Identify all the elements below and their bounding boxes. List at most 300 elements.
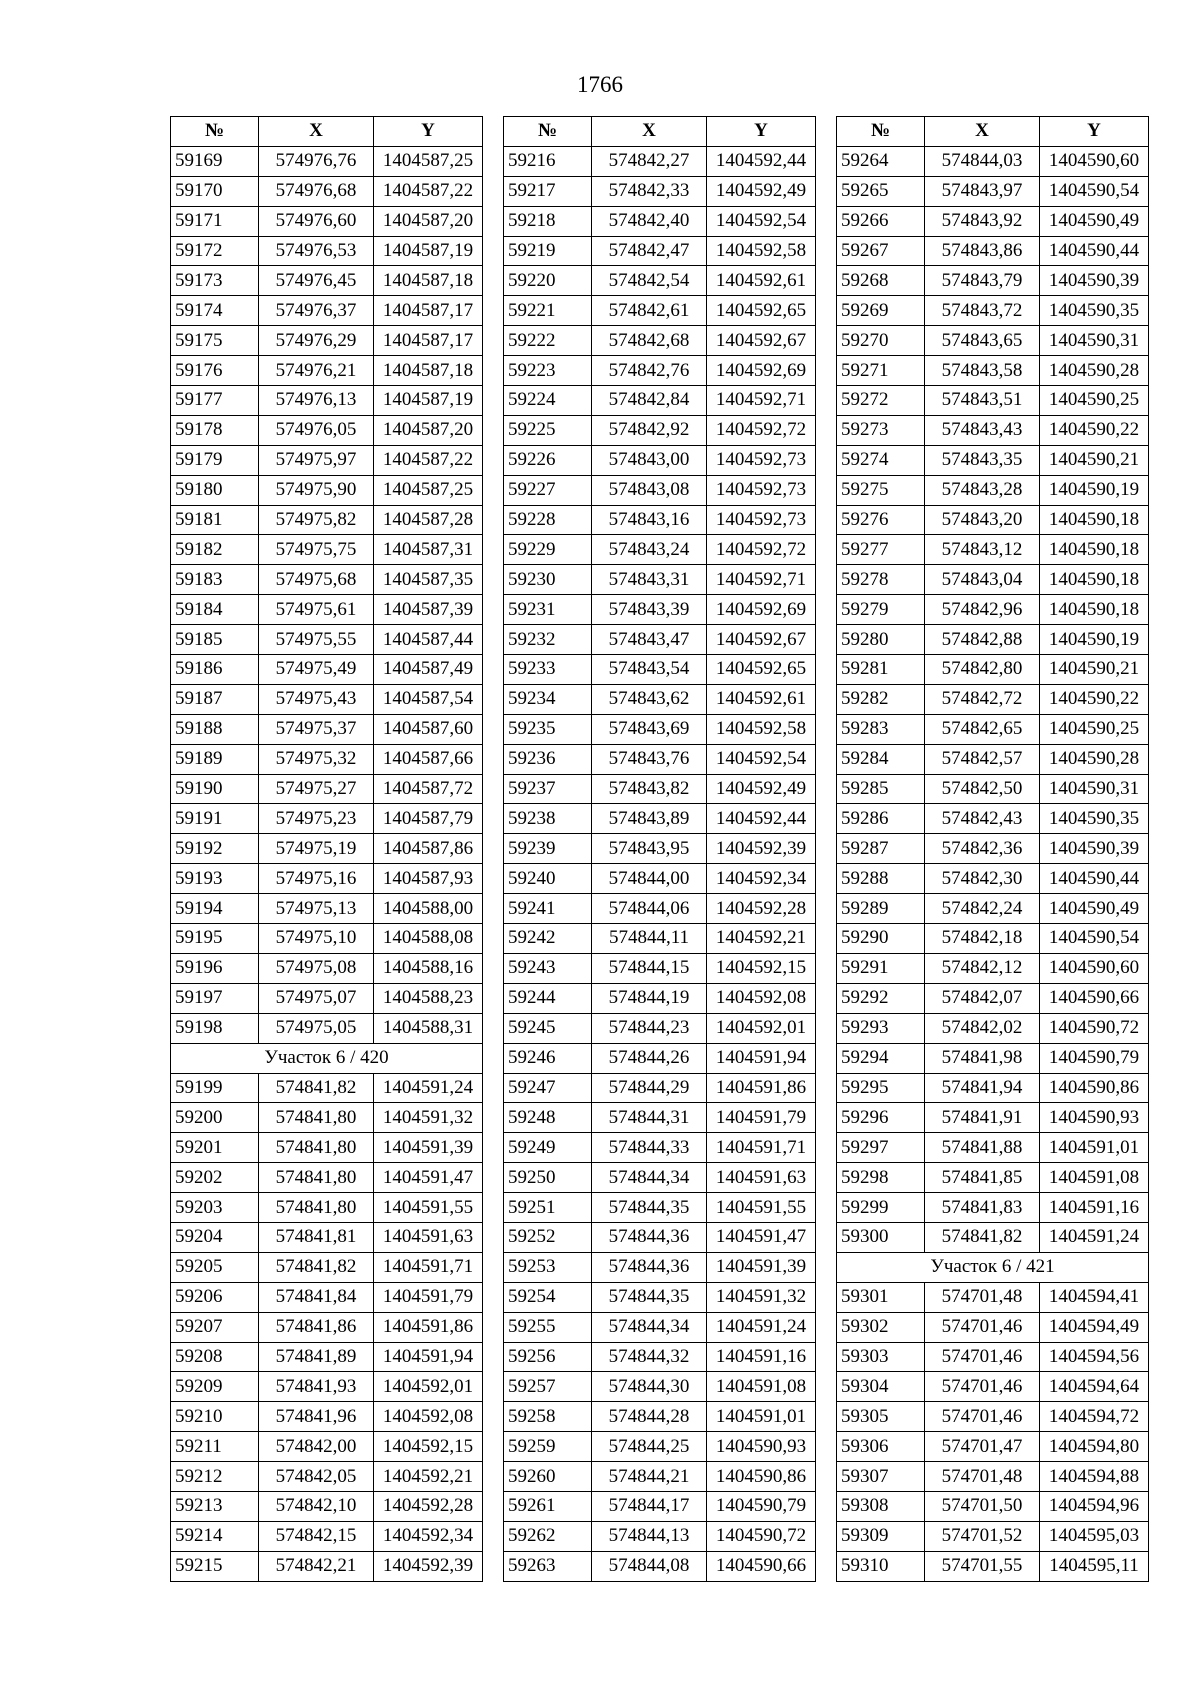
table-row	[171, 1551, 483, 1581]
x-coordinate-cell: 574844,00	[592, 864, 707, 894]
table-row	[837, 894, 1149, 924]
y-coordinate-cell: 1404590,49	[1040, 206, 1149, 236]
x-coordinate-cell: 574701,48	[925, 1462, 1040, 1492]
point-number-cell: 59227	[504, 475, 592, 505]
point-number-cell: 59295	[837, 1073, 925, 1103]
point-number-cell: 59278	[837, 565, 925, 595]
y-coordinate-cell: 1404592,44	[707, 146, 816, 176]
y-coordinate-cell: 1404590,19	[1040, 625, 1149, 655]
x-coordinate-cell: 574841,80	[259, 1193, 374, 1223]
x-coordinate-cell: 574841,81	[259, 1222, 374, 1252]
y-coordinate-cell: 1404590,22	[1040, 415, 1149, 445]
x-coordinate-cell: 574975,68	[259, 565, 374, 595]
y-coordinate-cell: 1404587,86	[374, 834, 483, 864]
y-coordinate-cell: 1404591,47	[374, 1163, 483, 1193]
x-coordinate-cell: 574842,43	[925, 804, 1040, 834]
point-number-cell: 59216	[504, 146, 592, 176]
x-coordinate-cell: 574701,46	[925, 1342, 1040, 1372]
point-number-cell: 59231	[504, 595, 592, 625]
table-row	[837, 595, 1149, 625]
x-coordinate-cell: 574975,27	[259, 774, 374, 804]
y-coordinate-cell: 1404594,72	[1040, 1402, 1149, 1432]
x-coordinate-cell: 574975,61	[259, 595, 374, 625]
point-number-cell: 59301	[837, 1282, 925, 1312]
y-coordinate-cell: 1404591,86	[374, 1312, 483, 1342]
x-coordinate-cell: 574841,80	[259, 1133, 374, 1163]
table-row	[171, 266, 483, 296]
x-coordinate-cell: 574842,80	[925, 655, 1040, 685]
table-row	[504, 834, 816, 864]
y-coordinate-cell: 1404587,19	[374, 236, 483, 266]
point-number-cell: 59298	[837, 1163, 925, 1193]
point-number-cell: 59267	[837, 236, 925, 266]
table-row	[837, 1193, 1149, 1223]
table-row	[504, 1462, 816, 1492]
table-row	[837, 714, 1149, 744]
x-coordinate-cell: 574975,23	[259, 804, 374, 834]
point-number-cell: 59279	[837, 595, 925, 625]
x-coordinate-cell: 574843,08	[592, 475, 707, 505]
x-coordinate-cell: 574844,31	[592, 1103, 707, 1133]
table-row	[504, 326, 816, 356]
point-number-cell: 59299	[837, 1193, 925, 1223]
point-number-cell: 59235	[504, 714, 592, 744]
table-row	[504, 1073, 816, 1103]
x-coordinate-cell: 574844,19	[592, 983, 707, 1013]
x-coordinate-cell: 574842,21	[259, 1551, 374, 1581]
x-coordinate-cell: 574841,85	[925, 1163, 1040, 1193]
table-row	[837, 1282, 1149, 1312]
table-row	[171, 894, 483, 924]
y-coordinate-cell: 1404591,71	[707, 1133, 816, 1163]
table-row	[504, 714, 816, 744]
point-number-cell: 59211	[171, 1432, 259, 1462]
y-coordinate-cell: 1404590,66	[707, 1551, 816, 1581]
table-row	[837, 1402, 1149, 1432]
table-row	[171, 415, 483, 445]
column-header-number: №	[504, 117, 592, 147]
y-coordinate-cell: 1404590,35	[1040, 296, 1149, 326]
table-row	[837, 1462, 1149, 1492]
y-coordinate-cell: 1404591,16	[707, 1342, 816, 1372]
x-coordinate-cell: 574844,03	[925, 146, 1040, 176]
table-header-row	[504, 117, 816, 147]
y-coordinate-cell: 1404590,86	[707, 1462, 816, 1492]
table-row	[504, 356, 816, 386]
y-coordinate-cell: 1404587,22	[374, 176, 483, 206]
point-number-cell: 59194	[171, 894, 259, 924]
x-coordinate-cell: 574842,84	[592, 386, 707, 416]
x-coordinate-cell: 574842,54	[592, 266, 707, 296]
x-coordinate-cell: 574842,05	[259, 1462, 374, 1492]
table-row	[171, 1073, 483, 1103]
y-coordinate-cell: 1404592,08	[374, 1402, 483, 1432]
x-coordinate-cell: 574844,11	[592, 924, 707, 954]
x-coordinate-cell: 574843,79	[925, 266, 1040, 296]
x-coordinate-cell: 574844,26	[592, 1043, 707, 1073]
table-row	[171, 1163, 483, 1193]
table-row	[504, 445, 816, 475]
point-number-cell: 59236	[504, 744, 592, 774]
table-row	[171, 1521, 483, 1551]
point-number-cell: 59233	[504, 655, 592, 685]
point-number-cell: 59296	[837, 1103, 925, 1133]
y-coordinate-cell: 1404590,18	[1040, 565, 1149, 595]
point-number-cell: 59190	[171, 774, 259, 804]
x-coordinate-cell: 574842,30	[925, 864, 1040, 894]
x-coordinate-cell: 574701,48	[925, 1282, 1040, 1312]
x-coordinate-cell: 574841,91	[925, 1103, 1040, 1133]
y-coordinate-cell: 1404592,15	[707, 953, 816, 983]
point-number-cell: 59221	[504, 296, 592, 326]
table-header-row	[171, 117, 483, 147]
y-coordinate-cell: 1404594,96	[1040, 1491, 1149, 1521]
table-row	[171, 326, 483, 356]
point-number-cell: 59197	[171, 983, 259, 1013]
x-coordinate-cell: 574701,52	[925, 1521, 1040, 1551]
table-row	[837, 326, 1149, 356]
y-coordinate-cell: 1404592,73	[707, 445, 816, 475]
table-row	[837, 953, 1149, 983]
y-coordinate-cell: 1404588,08	[374, 924, 483, 954]
y-coordinate-cell: 1404587,44	[374, 625, 483, 655]
x-coordinate-cell: 574976,05	[259, 415, 374, 445]
table-row	[504, 206, 816, 236]
point-number-cell: 59292	[837, 983, 925, 1013]
y-coordinate-cell: 1404591,79	[707, 1103, 816, 1133]
y-coordinate-cell: 1404591,24	[374, 1073, 483, 1103]
y-coordinate-cell: 1404591,01	[1040, 1133, 1149, 1163]
y-coordinate-cell: 1404590,86	[1040, 1073, 1149, 1103]
point-number-cell: 59185	[171, 625, 259, 655]
x-coordinate-cell: 574841,88	[925, 1133, 1040, 1163]
y-coordinate-cell: 1404591,32	[707, 1282, 816, 1312]
point-number-cell: 59285	[837, 774, 925, 804]
y-coordinate-cell: 1404587,72	[374, 774, 483, 804]
y-coordinate-cell: 1404591,47	[707, 1222, 816, 1252]
y-coordinate-cell: 1404587,31	[374, 535, 483, 565]
x-coordinate-cell: 574841,82	[259, 1073, 374, 1103]
y-coordinate-cell: 1404591,63	[707, 1163, 816, 1193]
x-coordinate-cell: 574844,21	[592, 1462, 707, 1492]
x-coordinate-cell: 574842,12	[925, 953, 1040, 983]
x-coordinate-cell: 574842,33	[592, 176, 707, 206]
table-row	[837, 1432, 1149, 1462]
point-number-cell: 59209	[171, 1372, 259, 1402]
point-number-cell: 59218	[504, 206, 592, 236]
table-row	[837, 1521, 1149, 1551]
table-row	[837, 505, 1149, 535]
y-coordinate-cell: 1404595,11	[1040, 1551, 1149, 1581]
point-number-cell: 59274	[837, 445, 925, 475]
x-coordinate-cell: 574842,10	[259, 1491, 374, 1521]
coordinates-table-3	[836, 116, 1149, 1582]
x-coordinate-cell: 574975,82	[259, 505, 374, 535]
y-coordinate-cell: 1404592,49	[707, 774, 816, 804]
table-row	[504, 1282, 816, 1312]
table-row	[171, 356, 483, 386]
y-coordinate-cell: 1404590,18	[1040, 595, 1149, 625]
y-coordinate-cell: 1404587,35	[374, 565, 483, 595]
point-number-cell: 59261	[504, 1491, 592, 1521]
y-coordinate-cell: 1404590,39	[1040, 834, 1149, 864]
x-coordinate-cell: 574844,08	[592, 1551, 707, 1581]
point-number-cell: 59248	[504, 1103, 592, 1133]
y-coordinate-cell: 1404590,21	[1040, 445, 1149, 475]
table-row	[837, 1103, 1149, 1133]
x-coordinate-cell: 574975,16	[259, 864, 374, 894]
y-coordinate-cell: 1404592,65	[707, 296, 816, 326]
point-number-cell: 59199	[171, 1073, 259, 1103]
point-number-cell: 59203	[171, 1193, 259, 1223]
y-coordinate-cell: 1404591,71	[374, 1252, 483, 1282]
y-coordinate-cell: 1404590,93	[707, 1432, 816, 1462]
table-row	[837, 386, 1149, 416]
x-coordinate-cell: 574844,06	[592, 894, 707, 924]
y-coordinate-cell: 1404591,39	[707, 1252, 816, 1282]
point-number-cell: 59283	[837, 714, 925, 744]
column-header-x: X	[592, 117, 707, 147]
x-coordinate-cell: 574843,20	[925, 505, 1040, 535]
point-number-cell: 59196	[171, 953, 259, 983]
x-coordinate-cell: 574843,28	[925, 475, 1040, 505]
point-number-cell: 59202	[171, 1163, 259, 1193]
table-row	[171, 1103, 483, 1133]
x-coordinate-cell: 574975,32	[259, 744, 374, 774]
table-row	[171, 1372, 483, 1402]
table-row	[504, 236, 816, 266]
y-coordinate-cell: 1404590,79	[707, 1491, 816, 1521]
point-number-cell: 59266	[837, 206, 925, 236]
x-coordinate-cell: 574844,36	[592, 1222, 707, 1252]
table-row	[171, 924, 483, 954]
section-row	[837, 1252, 1149, 1282]
x-coordinate-cell: 574843,65	[925, 326, 1040, 356]
x-coordinate-cell: 574841,83	[925, 1193, 1040, 1223]
point-number-cell: 59188	[171, 714, 259, 744]
table-row	[504, 1222, 816, 1252]
y-coordinate-cell: 1404590,72	[1040, 1013, 1149, 1043]
x-coordinate-cell: 574843,82	[592, 774, 707, 804]
y-coordinate-cell: 1404590,72	[707, 1521, 816, 1551]
y-coordinate-cell: 1404592,34	[707, 864, 816, 894]
point-number-cell: 59191	[171, 804, 259, 834]
table-row	[504, 386, 816, 416]
point-number-cell: 59195	[171, 924, 259, 954]
x-coordinate-cell: 574843,69	[592, 714, 707, 744]
point-number-cell: 59249	[504, 1133, 592, 1163]
section-label: Участок 6 / 420	[171, 1043, 483, 1073]
table-row	[837, 206, 1149, 236]
y-coordinate-cell: 1404587,60	[374, 714, 483, 744]
y-coordinate-cell: 1404594,56	[1040, 1342, 1149, 1372]
table-row	[504, 774, 816, 804]
table-row	[837, 535, 1149, 565]
point-number-cell: 59276	[837, 505, 925, 535]
point-number-cell: 59173	[171, 266, 259, 296]
column-header-y: Y	[374, 117, 483, 147]
point-number-cell: 59245	[504, 1013, 592, 1043]
point-number-cell: 59309	[837, 1521, 925, 1551]
table-row	[504, 1312, 816, 1342]
x-coordinate-cell: 574843,76	[592, 744, 707, 774]
table-row	[837, 565, 1149, 595]
y-coordinate-cell: 1404587,17	[374, 326, 483, 356]
x-coordinate-cell: 574842,61	[592, 296, 707, 326]
table-row	[504, 475, 816, 505]
y-coordinate-cell: 1404587,25	[374, 146, 483, 176]
table-row	[171, 296, 483, 326]
table-row	[504, 924, 816, 954]
y-coordinate-cell: 1404595,03	[1040, 1521, 1149, 1551]
x-coordinate-cell: 574975,97	[259, 445, 374, 475]
point-number-cell: 59310	[837, 1551, 925, 1581]
table-row	[171, 1133, 483, 1163]
x-coordinate-cell: 574842,50	[925, 774, 1040, 804]
point-number-cell: 59232	[504, 625, 592, 655]
point-number-cell: 59207	[171, 1312, 259, 1342]
x-coordinate-cell: 574701,46	[925, 1402, 1040, 1432]
point-number-cell: 59200	[171, 1103, 259, 1133]
x-coordinate-cell: 574841,80	[259, 1163, 374, 1193]
x-coordinate-cell: 574842,65	[925, 714, 1040, 744]
page-number: 1766	[577, 72, 623, 97]
y-coordinate-cell: 1404591,94	[707, 1043, 816, 1073]
x-coordinate-cell: 574842,02	[925, 1013, 1040, 1043]
y-coordinate-cell: 1404590,79	[1040, 1043, 1149, 1073]
point-number-cell: 59297	[837, 1133, 925, 1163]
x-coordinate-cell: 574842,76	[592, 356, 707, 386]
point-number-cell: 59282	[837, 684, 925, 714]
point-number-cell: 59189	[171, 744, 259, 774]
x-coordinate-cell: 574842,18	[925, 924, 1040, 954]
y-coordinate-cell: 1404591,86	[707, 1073, 816, 1103]
point-number-cell: 59268	[837, 266, 925, 296]
point-number-cell: 59273	[837, 415, 925, 445]
y-coordinate-cell: 1404587,25	[374, 475, 483, 505]
table-row	[171, 565, 483, 595]
point-number-cell: 59281	[837, 655, 925, 685]
point-number-cell: 59263	[504, 1551, 592, 1581]
point-number-cell: 59239	[504, 834, 592, 864]
y-coordinate-cell: 1404590,28	[1040, 744, 1149, 774]
table-row	[504, 1402, 816, 1432]
y-coordinate-cell: 1404592,73	[707, 505, 816, 535]
table-row	[837, 415, 1149, 445]
point-number-cell: 59193	[171, 864, 259, 894]
x-coordinate-cell: 574842,68	[592, 326, 707, 356]
x-coordinate-cell: 574841,89	[259, 1342, 374, 1372]
table-row	[171, 176, 483, 206]
y-coordinate-cell: 1404587,79	[374, 804, 483, 834]
y-coordinate-cell: 1404592,71	[707, 386, 816, 416]
x-coordinate-cell: 574842,57	[925, 744, 1040, 774]
x-coordinate-cell: 574843,12	[925, 535, 1040, 565]
point-number-cell: 59250	[504, 1163, 592, 1193]
x-coordinate-cell: 574841,98	[925, 1043, 1040, 1073]
x-coordinate-cell: 574841,86	[259, 1312, 374, 1342]
point-number-cell: 59212	[171, 1462, 259, 1492]
x-coordinate-cell: 574843,58	[925, 356, 1040, 386]
section-label: Участок 6 / 421	[837, 1252, 1149, 1282]
x-coordinate-cell: 574975,13	[259, 894, 374, 924]
point-number-cell: 59251	[504, 1193, 592, 1223]
x-coordinate-cell: 574843,54	[592, 655, 707, 685]
table-row	[171, 206, 483, 236]
table-row	[837, 1073, 1149, 1103]
point-number-cell: 59244	[504, 983, 592, 1013]
y-coordinate-cell: 1404587,66	[374, 744, 483, 774]
table-row	[504, 625, 816, 655]
table-header-row	[837, 117, 1149, 147]
x-coordinate-cell: 574975,10	[259, 924, 374, 954]
point-number-cell: 59259	[504, 1432, 592, 1462]
table-row	[837, 804, 1149, 834]
x-coordinate-cell: 574976,76	[259, 146, 374, 176]
y-coordinate-cell: 1404590,31	[1040, 326, 1149, 356]
table-row	[171, 1342, 483, 1372]
table-row	[504, 176, 816, 206]
y-coordinate-cell: 1404591,63	[374, 1222, 483, 1252]
x-coordinate-cell: 574844,33	[592, 1133, 707, 1163]
y-coordinate-cell: 1404592,71	[707, 565, 816, 595]
table-row	[171, 864, 483, 894]
x-coordinate-cell: 574844,35	[592, 1282, 707, 1312]
point-number-cell: 59286	[837, 804, 925, 834]
table-row	[504, 595, 816, 625]
table-row	[171, 1402, 483, 1432]
x-coordinate-cell: 574975,05	[259, 1013, 374, 1043]
y-coordinate-cell: 1404590,35	[1040, 804, 1149, 834]
x-coordinate-cell: 574844,25	[592, 1432, 707, 1462]
point-number-cell: 59289	[837, 894, 925, 924]
x-coordinate-cell: 574843,95	[592, 834, 707, 864]
x-coordinate-cell: 574844,23	[592, 1013, 707, 1043]
point-number-cell: 59184	[171, 595, 259, 625]
point-number-cell: 59302	[837, 1312, 925, 1342]
point-number-cell: 59271	[837, 356, 925, 386]
x-coordinate-cell: 574976,60	[259, 206, 374, 236]
y-coordinate-cell: 1404587,22	[374, 445, 483, 475]
x-coordinate-cell: 574841,96	[259, 1402, 374, 1432]
table-row	[504, 744, 816, 774]
point-number-cell: 59225	[504, 415, 592, 445]
point-number-cell: 59208	[171, 1342, 259, 1372]
x-coordinate-cell: 574844,30	[592, 1372, 707, 1402]
point-number-cell: 59300	[837, 1222, 925, 1252]
x-coordinate-cell: 574975,55	[259, 625, 374, 655]
point-number-cell: 59172	[171, 236, 259, 266]
point-number-cell: 59179	[171, 445, 259, 475]
table-row	[504, 1342, 816, 1372]
y-coordinate-cell: 1404592,15	[374, 1432, 483, 1462]
table-row	[171, 625, 483, 655]
table-row	[504, 684, 816, 714]
table-row	[504, 1163, 816, 1193]
y-coordinate-cell: 1404588,23	[374, 983, 483, 1013]
y-coordinate-cell: 1404591,16	[1040, 1193, 1149, 1223]
y-coordinate-cell: 1404590,25	[1040, 714, 1149, 744]
column-header-number: №	[837, 117, 925, 147]
x-coordinate-cell: 574844,34	[592, 1163, 707, 1193]
point-number-cell: 59258	[504, 1402, 592, 1432]
y-coordinate-cell: 1404591,39	[374, 1133, 483, 1163]
table-row	[837, 1163, 1149, 1193]
table-row	[504, 864, 816, 894]
y-coordinate-cell: 1404591,94	[374, 1342, 483, 1372]
point-number-cell: 59280	[837, 625, 925, 655]
x-coordinate-cell: 574843,97	[925, 176, 1040, 206]
